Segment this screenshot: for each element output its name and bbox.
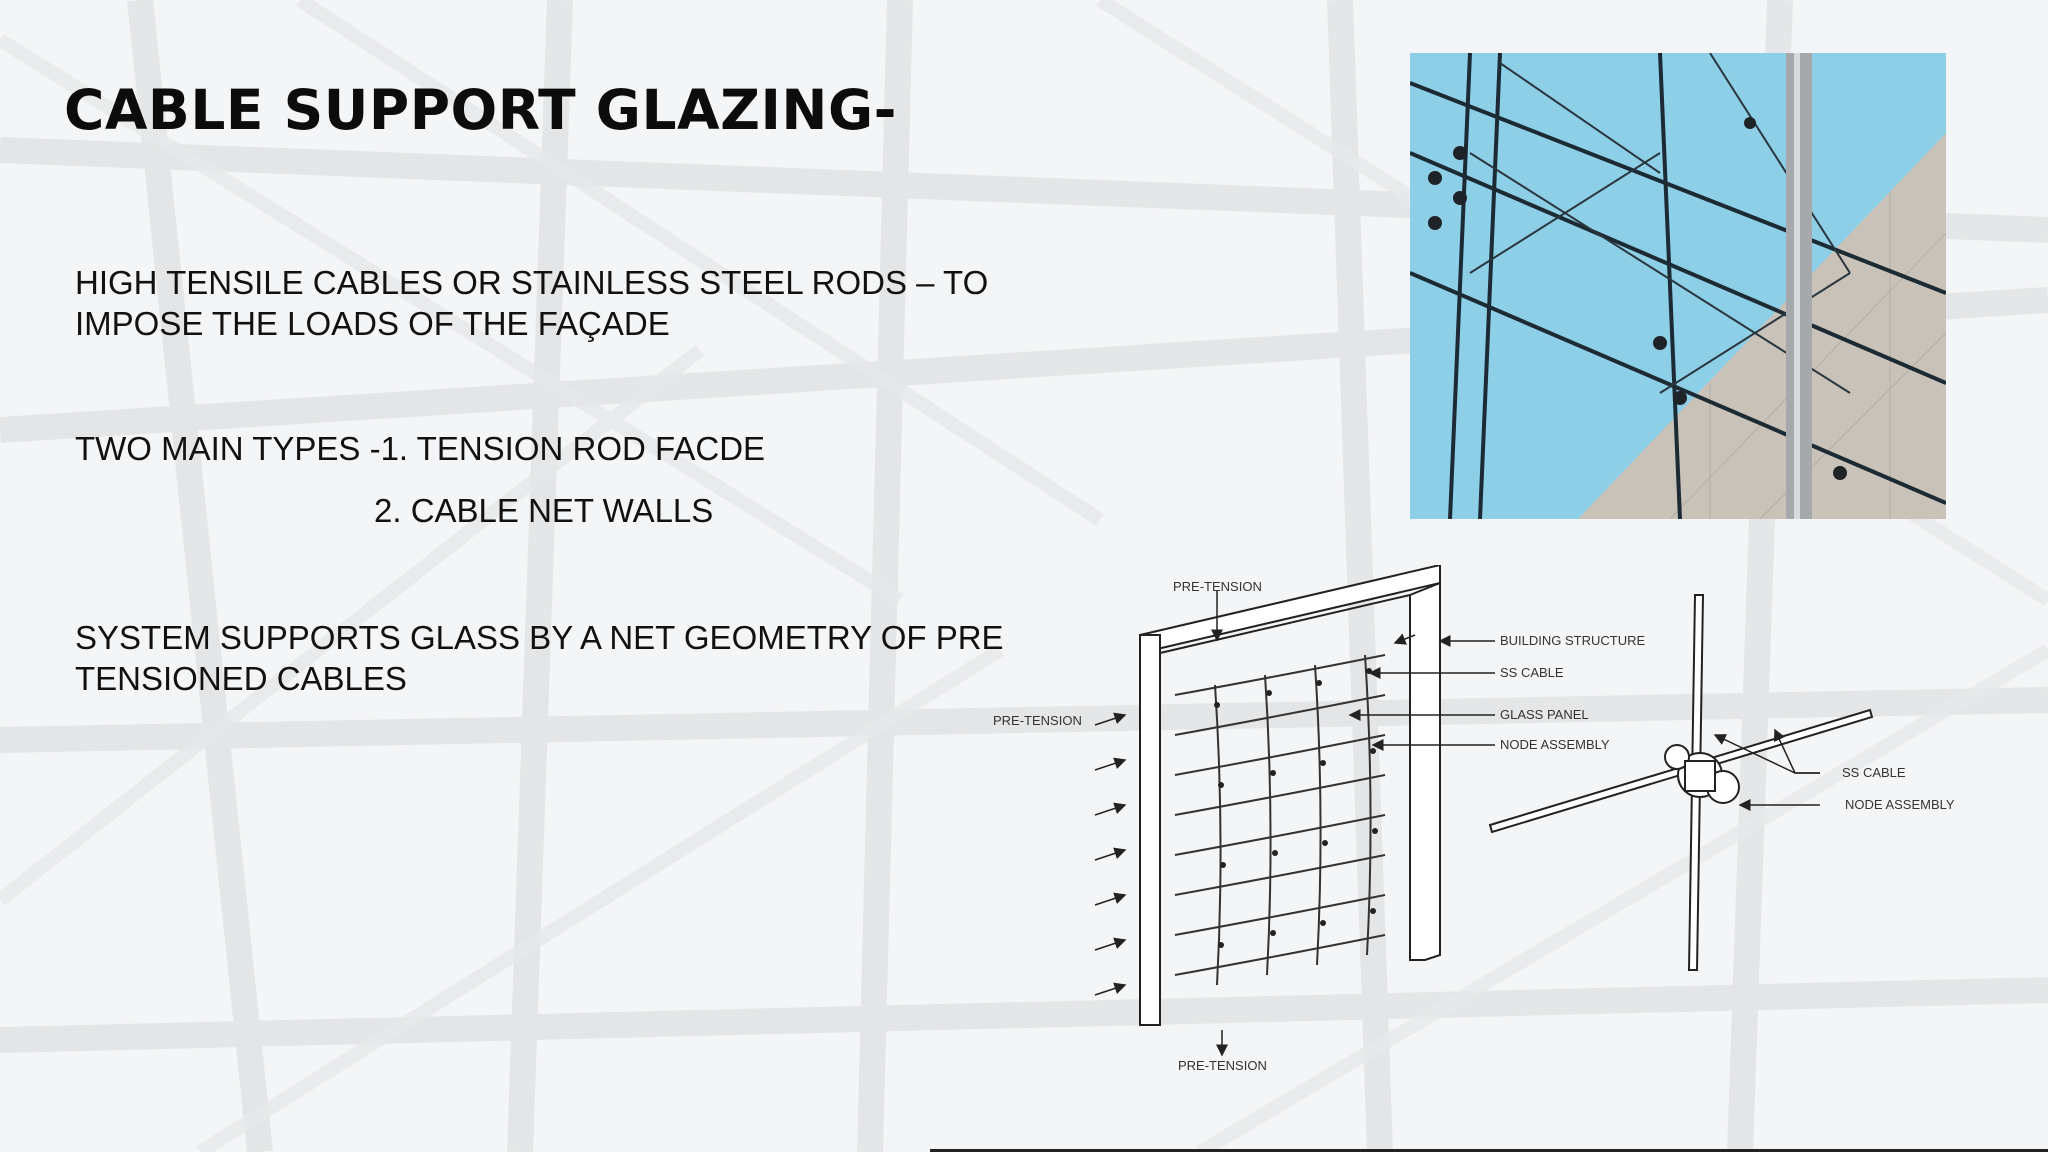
point-1-line-2: IMPOSE THE LOADS OF THE FAÇADE <box>75 305 670 342</box>
label-glass-panel: GLASS PANEL <box>1500 707 1589 722</box>
label-pretension-top: PRE-TENSION <box>1173 579 1262 594</box>
label-pretension-left: PRE-TENSION <box>993 713 1082 728</box>
node-detail <box>1490 595 1872 970</box>
label-pretension-bottom: PRE-TENSION <box>1178 1058 1267 1073</box>
label-node-assembly-1: NODE ASSEMBLY <box>1500 737 1610 752</box>
point-3-line-2: TENSIONED CABLES <box>75 660 407 697</box>
point-2-line-2: 2. CABLE NET WALLS <box>374 492 714 529</box>
label-node-assembly-2: NODE ASSEMBLY <box>1845 797 1955 812</box>
label-building-structure: BUILDING STRUCTURE <box>1500 633 1646 648</box>
point-3-line-1: SYSTEM SUPPORTS GLASS BY A NET GEOMETRY OF PRE <box>75 619 1004 656</box>
point-2-line-1: TWO MAIN TYPES -1. TENSION ROD FACDE <box>75 430 766 467</box>
label-ss-cable-2: SS CABLE <box>1842 765 1906 780</box>
frame <box>1140 565 1440 1025</box>
point-1-line-1: HIGH TENSILE CABLES OR STAINLESS STEEL RODS – TO <box>75 264 989 301</box>
cable-grid <box>1175 655 1385 985</box>
facade-photo <box>1410 53 1946 519</box>
slide-title: CABLE SUPPORT GLAZING- <box>64 78 897 142</box>
label-ss-cable-1: SS CABLE <box>1500 665 1564 680</box>
cable-net-diagram <box>985 565 1985 1085</box>
